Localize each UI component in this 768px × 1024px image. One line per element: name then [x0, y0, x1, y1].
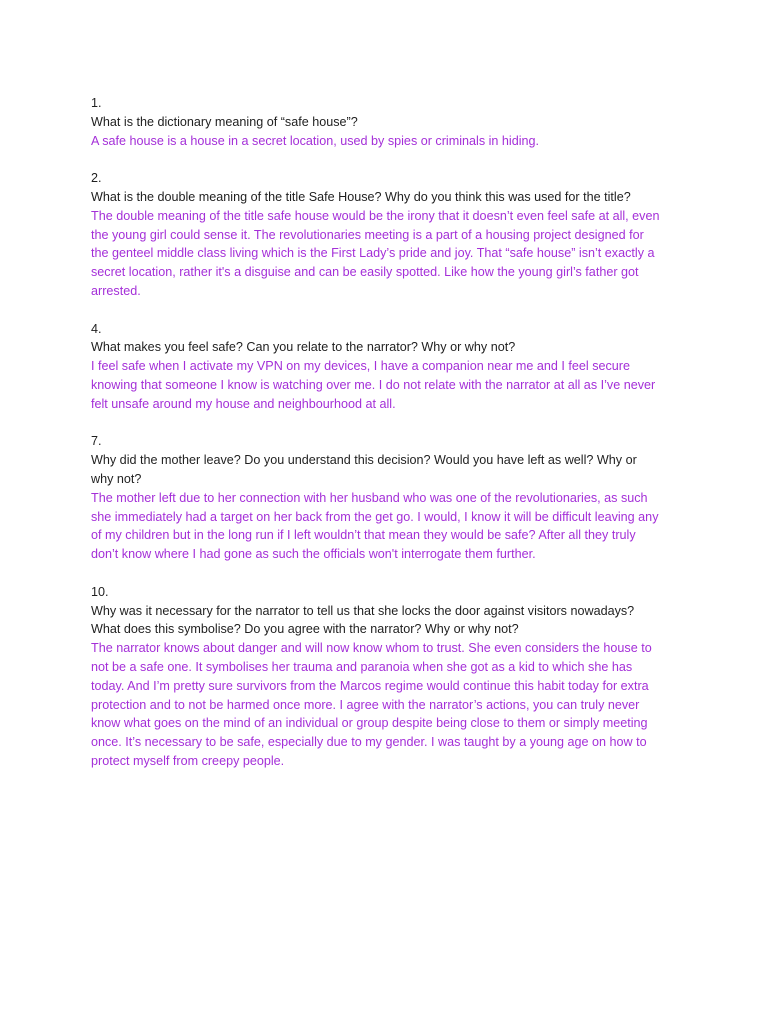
question-text: What is the dictionary meaning of “safe house”? — [91, 114, 358, 129]
question-text: What makes you feel safe? Can you relate to the narrator? Why or why not? — [91, 340, 516, 355]
answer-text: A safe house is a house in a secret location, used by spies or criminals in hiding. — [91, 133, 540, 148]
question-number: 2. — [91, 171, 102, 186]
question-number: 7. — [91, 434, 102, 449]
question-number: 4. — [91, 321, 102, 336]
answer-text: The double meaning of the title safe house would be the irony that it doesn’t even feel safe at all, even the young girl could sense it. The revolutionaries meeting is a part of a housing project designed for the genteel middle class living which is the First Lady’s pride and joy. That “safe house” isn’t exactly a secret location, rather it's a disguise and can be easily spotted. Like how the young girl’s father got arrested. — [91, 208, 660, 298]
document-page — [91, 94, 661, 789]
question-number: 10. — [91, 584, 109, 599]
question-number: 1. — [91, 96, 102, 110]
question-text: Why was it necessary for the narrator to tell us that she locks the door against visitors nowadays? What does this symbolise? Do you agree with the narrator? Why or why not? — [91, 603, 635, 637]
question-text: What is the double meaning of the title Safe House? Why do you think this was used for the title? — [91, 189, 631, 204]
qa-item-10 — [91, 583, 661, 771]
answer-text: The narrator knows about danger and will now know whom to trust. She even considers the house to not be a safe one. It symbolises her trauma and paranoia when she got as a kid to which she has today. And I’m pretty sure survivors from the Marcos regime would continue this habit today for extra protection and to not be harmed once more. I agree with the narrator’s actions, you can truly never know what goes on the mind of an individual or group despite being close to them or simply meeting once. It’s necessary to be safe, especially due to my gender. I was taught by a young age on how to protect myself from creepy people. — [91, 641, 652, 768]
qa-item-2 — [91, 169, 661, 301]
qa-item-4 — [91, 320, 661, 414]
answer-text: The mother left due to her connection with her husband who was one of the revolutionaries, as such she immediately had a target on her back from the get go. I would, I know it will be difficult leaving any of my children but in the long run if I left wouldn’t that mean they would be safe? After all they truly don’t know where I had gone as such the officials won't interrogate them further. — [91, 490, 659, 562]
question-text: Why did the mother leave? Do you understand this decision? Would you have left as well? Why or why not? — [91, 453, 637, 486]
qa-item-1 — [91, 94, 661, 150]
answer-text: I feel safe when I activate my VPN on my devices, I have a companion near me and I feel secure knowing that someone I know is watching over me. I do not relate with the narrator at all as I’ve never felt unsafe around my house and neighbourhood at all. — [91, 359, 656, 411]
qa-item-7 — [91, 432, 661, 564]
